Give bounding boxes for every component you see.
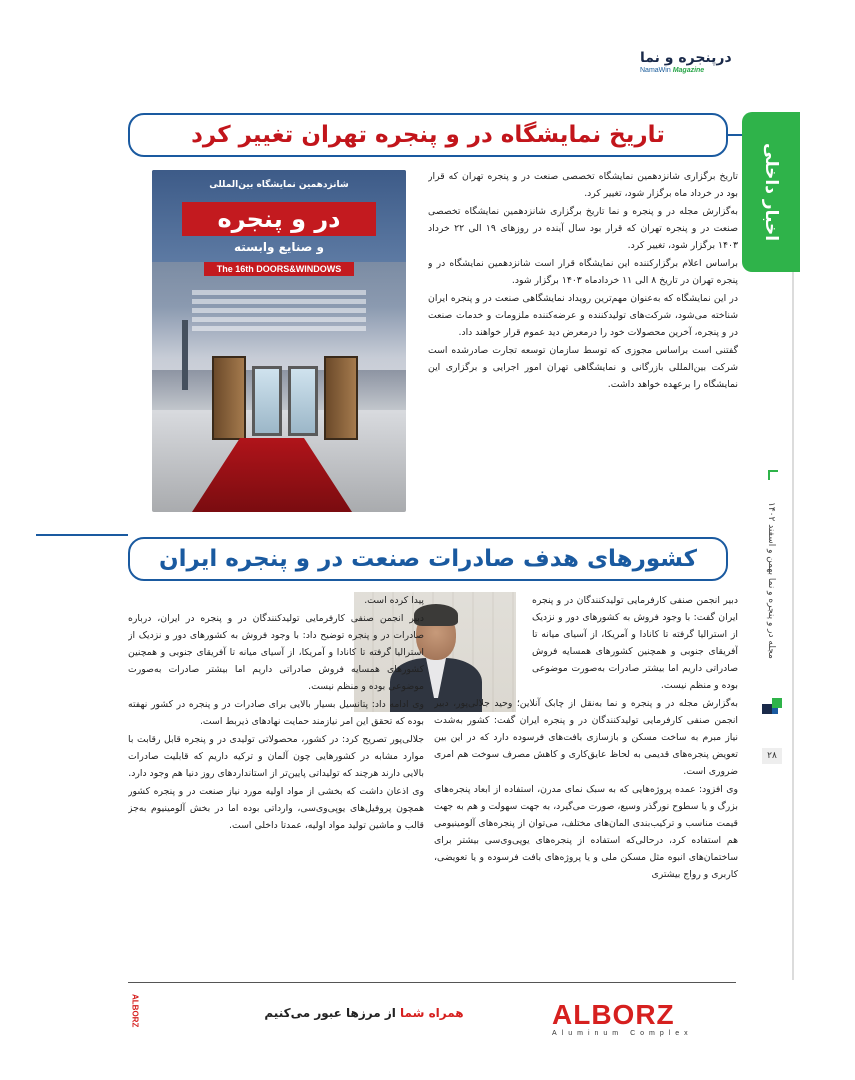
paragraph: وی اذعان داشت که بخشی از مواد اولیه مورد نیاز صنعت در و پنجره کشور همچون پروفیل‌های یوپی‌وی‌سی، وارداتی بوده اما در بخش آلومینیوم به‌جز قالب و ماشین تولید مواد اولیه، عمدتا داخلی است. (128, 786, 424, 831)
poster-window (288, 366, 318, 436)
brand-name: ALBORZ (552, 999, 675, 1030)
paragraph: جلالی‌پور تصریح کرد: در کشور، محصولاتی تولیدی در و پنجره قابل رقابت با موارد مشابه در کشورهایی چون آلمان و ترکیه داریم که قابلیت صادرات بالایی دارند هرچند که تولیداتی پایین‌تر از استانداردهای روز دنیا هم وجود دارد. (128, 734, 424, 779)
paragraph: وی افزود: عمده پروژه‌هایی که به سبک نمای مدرن، استفاده از ابعاد پنجره‌های بزرگ و یا سطوح نورگذر وسیع، صورت می‌گیرد، به جهت سهولت و هم به جهت قیمت مناسب و ترکیب‌بندی المان‌های مختلف، می‌توان از پنجره‌های آلومینیومی هم استفاده کرد، درحالی‌که استفاده از پنجره‌های یوپی‌وی‌سی بیشتر برای ساختمان‌های انبوه مثل مسکن ملی و یا پروژه‌های بافت فرسوده و یا تعویضی، کاربری و رواج بیشتری (434, 784, 738, 880)
poster-banner: The 16th DOORS&WINDOWS (204, 262, 354, 276)
paragraph: در این نمایشگاه که به‌عنوان مهم‌ترین رویداد نمایشگاهی صنعت در و پنجره ایران شناخته می‌شود، شرکت‌های تولیدکننده و عرضه‌کننده ملزومات و خدمات صنعت در و پنجره، آخرین محصولات خود را درمعرض دید عموم قرار خواهند داد. (428, 293, 738, 338)
paragraph: وی ادامه داد: پتانسیل بسیار بالایی برای صادرات در و پنجره در کشور نهفته بوده که تحقق این امر نیازمند حمایت نهادهای ذیربط است. (128, 699, 424, 727)
paragraph: گفتنی است براساس مجوزی که توسط سازمان توسعه تجارت صادرشده است شرکت بین‌المللی بازرگانی و نمایشگاهی تهران امور اجرایی و برگزاری این نمایشگاه را برعهده خواهد داشت. (428, 345, 738, 390)
poster-subtitle: و صنایع وابسته (234, 240, 324, 254)
title-rule (728, 134, 742, 136)
article2-title: کشورهای هدف صادرات صنعت در و پنجره ایران (158, 546, 698, 572)
poster-headline: در و پنجره (182, 202, 376, 236)
section-tab (742, 112, 800, 272)
footer-slogan: همراه شما از مرزها عبور می‌کنیم (264, 1006, 464, 1020)
paragraph: براساس اعلام برگزارکننده این نمایشگاه قرار است شانزدهمین نمایشگاه در و پنجره تهران در تاریخ ۸ الی ۱۱ خردادماه ۱۴۰۳ برگزار شود. (428, 258, 738, 286)
paragraph: به‌گزارش مجله در و پنجره و نما به‌نقل از چابک آنلاین؛ وحید جلالی‌پور، دبیر انجمن صنفی کارفرمایی تولیدکنندگان در و پنجره ایران گفت: کشور به‌شدت نیاز مبرم به ساخت مسکن و بازسازی بافت‌های فرسوده دارد که در این بین تعویض پنجره‌های قدیمی به لحاظ عایق‌کاری و کاهش مصرف سوخت هم امری ضروری است. (434, 698, 738, 777)
footer-side-brand: ALBORZ (130, 994, 140, 1028)
poster-door (212, 356, 246, 440)
paragraph: تاریخ برگزاری شانزدهمین نمایشگاه تخصصی صنعت در و پنجره تهران که قرار بود در خرداد ماه برگزار شود، تغییر کرد. (428, 171, 738, 199)
article2-left-column (128, 592, 424, 972)
magazine-issue-line: مجله در و پنجره و نما بهمن و اسفند ۱۴۰۲ (766, 501, 776, 659)
article1-title: تاریخ نمایشگاه در و پنجره تهران تغییر کرد (191, 122, 665, 148)
exhibition-poster (152, 170, 406, 512)
magazine-logo (640, 50, 740, 80)
poster-window (252, 366, 282, 436)
paragraph: پیدا کرده است. (364, 595, 424, 606)
poster-carpet (192, 438, 352, 512)
poster-door (324, 356, 358, 440)
title-rule (36, 534, 128, 536)
magazine-mark-icon (760, 696, 784, 720)
brand-tagline: Aluminum Complex (552, 1030, 693, 1037)
paragraph: دبیر انجمن صنفی کارفرمایی تولیدکنندگان در و پنجره در ایران، درباره صادرات در و پنجره توضیح داد: با وجود فروش به کشورهای دور و نزدیک از استرالیا گرفته تا کانادا و آمریکا، از آسیای میانه تا آفریقای جنوبی و همچنین کشورهای همسایه فروش صادراتی داریم اما بیشتر صادرات به‌صورت موضوعی بوده و منظم نیست. (128, 613, 424, 692)
logo-persian: درپنجره و نما (640, 50, 732, 66)
paragraph: به‌گزارش مجله در و پنجره و نما تاریخ برگزاری شانزدهمین نمایشگاه تخصصی صنعت در و پنجره تهران که قرار بود سال آینده در روزهای ۱۹ الی ۲۲ خرداد ۱۴۰۳ برگزار شود، تغییر کرد. (428, 206, 738, 251)
article2-right-column (434, 592, 738, 982)
paragraph: دبیر انجمن صنفی کارفرمایی تولیدکنندگان در و پنجره ایران گفت: با وجود فروش به کشورهای دور و نزدیک از استرالیا گرفته تا کانادا و آمریکا، از آسیای میانه تا آفریقای جنوبی و همچنین کشورهای همسایه فروش صادراتی داریم اما بیشتر صادرات به‌صورت موضوعی بوده و منظم نیست. (532, 595, 738, 691)
poster-tower (182, 320, 188, 390)
logo-english: NamaWin Magazine (640, 67, 705, 74)
article1-title-box (128, 113, 728, 157)
article2-title-box (128, 537, 728, 581)
footer-divider (128, 982, 736, 983)
poster-info (172, 286, 386, 346)
section-label: اخبار داخلی (761, 142, 781, 242)
poster-header: شانزدهمین نمایشگاه بین‌المللی (209, 180, 349, 190)
article1-body (428, 168, 738, 528)
alborz-logo (552, 1000, 702, 1040)
side-divider (792, 272, 794, 980)
page-number: ۲۸ (762, 748, 782, 764)
